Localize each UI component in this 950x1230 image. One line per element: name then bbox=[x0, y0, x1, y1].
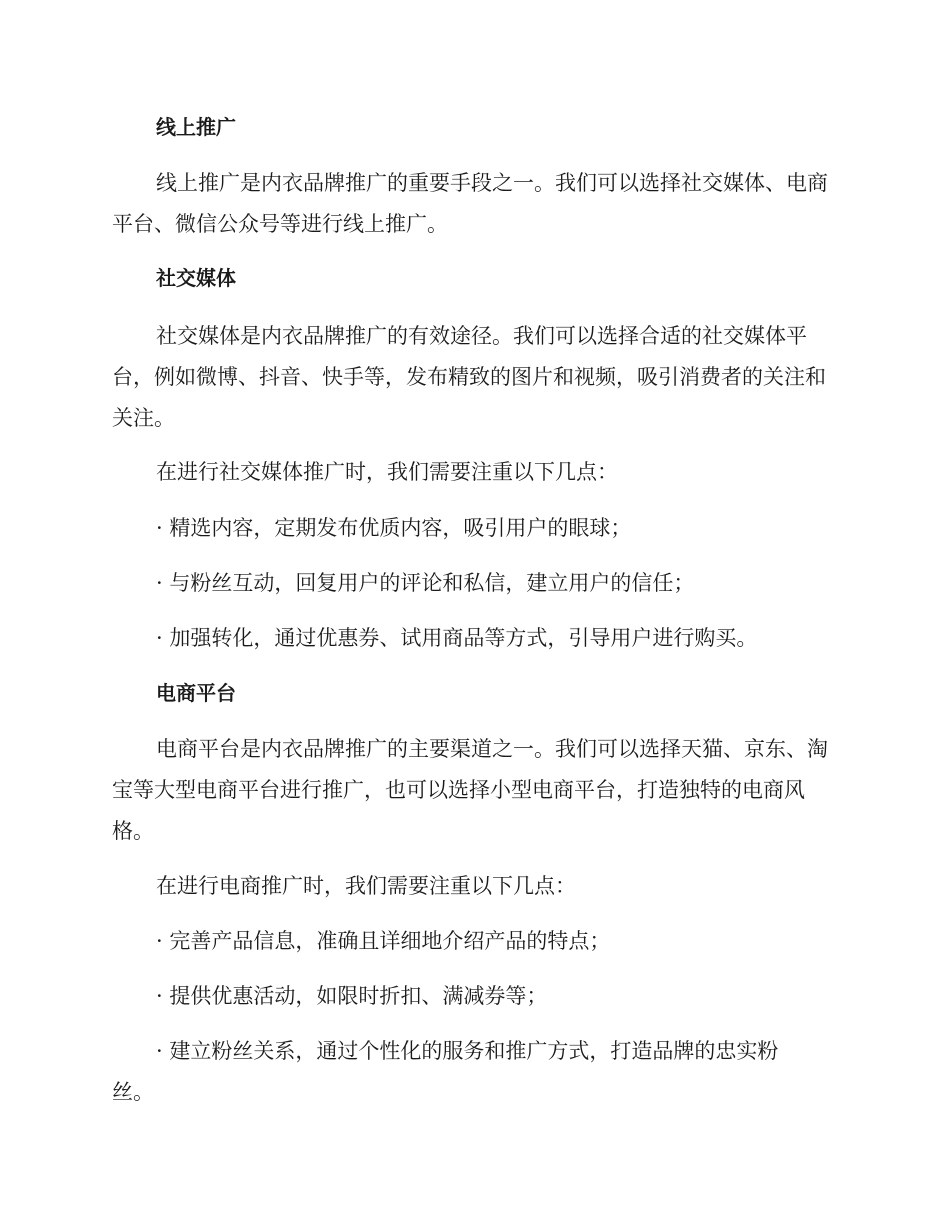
paragraph: 社交媒体是内衣品牌推广的有效途径。我们可以选择合适的社交媒体平台，例如微博、抖音、快手等，发布精致的图片和视频，吸引消费者的关注和关注。 bbox=[112, 324, 826, 430]
list-item: · 加强转化，通过优惠券、试用商品等方式，引导用户进行购买。 bbox=[156, 626, 758, 650]
list-item: · 提供优惠活动，如限时折扣、满减券等； bbox=[156, 984, 548, 1008]
section-heading: 社交媒体 bbox=[156, 266, 236, 290]
list-item: · 完善产品信息，准确且详细地介绍产品的特点； bbox=[156, 929, 611, 953]
paragraph: 电商平台是内衣品牌推广的主要渠道之一。我们可以选择天猫、京东、淘宝等大型电商平台进行推广，也可以选择小型电商平台，打造独特的电商风格。 bbox=[112, 737, 828, 843]
list-item: · 与粉丝互动，回复用户的评论和私信，建立用户的信任； bbox=[156, 571, 695, 595]
list-item: · 建立粉丝关系，通过个性化的服务和推广方式，打造品牌的忠实粉丝。 bbox=[112, 1039, 779, 1104]
list-item: · 精选内容，定期发布优质内容，吸引用户的眼球； bbox=[156, 516, 632, 540]
section-heading: 电商平台 bbox=[156, 681, 236, 705]
section-heading: 线上推广 bbox=[156, 115, 236, 139]
paragraph: 在进行社交媒体推广时，我们需要注重以下几点： bbox=[156, 460, 618, 484]
paragraph: 线上推广是内衣品牌推广的重要手段之一。我们可以选择社交媒体、电商平台、微信公众号等进行线上推广。 bbox=[112, 171, 828, 236]
paragraph: 在进行电商推广时，我们需要注重以下几点： bbox=[156, 874, 576, 898]
